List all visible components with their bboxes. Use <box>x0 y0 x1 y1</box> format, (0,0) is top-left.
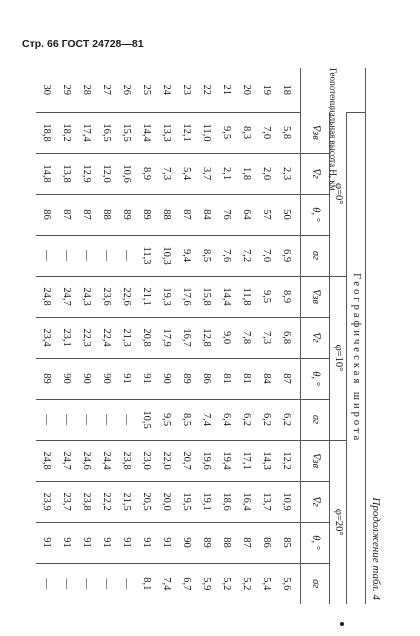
value-cell: 23,8 <box>76 481 96 522</box>
value-cell: — <box>116 235 136 276</box>
value-cell: 16,4 <box>236 481 256 522</box>
value-cell: 57 <box>256 194 276 235</box>
value-cell: 18,8 <box>36 112 56 153</box>
rotated-table-page <box>18 68 386 604</box>
value-cell: 21,5 <box>116 481 136 522</box>
value-cell: 7,4 <box>156 563 176 604</box>
table-row <box>156 68 176 604</box>
value-cell: 22,4 <box>96 317 116 358</box>
sub-col-header: V̅зв <box>301 112 330 153</box>
height-cell: 23 <box>181 84 192 95</box>
value-cell: 23,7 <box>56 481 76 522</box>
table-row <box>276 68 301 604</box>
value-cell: 6,9 <box>276 235 301 276</box>
value-cell: 91 <box>136 522 156 563</box>
value-cell: 17,4 <box>76 112 96 153</box>
height-cell: 20 <box>241 84 252 95</box>
value-cell: — <box>116 563 136 604</box>
value-cell: 14,4 <box>216 276 236 317</box>
value-cell: 6,2 <box>236 399 256 440</box>
page-header: Стр. 66 ГОСТ 24728—81 <box>22 38 144 50</box>
value-cell: — <box>76 235 96 276</box>
value-cell: 22,2 <box>96 481 116 522</box>
value-cell: 9,0 <box>216 317 236 358</box>
value-cell: 10,3 <box>156 235 176 276</box>
value-cell: 20,0 <box>156 481 176 522</box>
value-cell: 7,3 <box>156 153 176 194</box>
value-cell: — <box>56 399 76 440</box>
value-cell: 7,0 <box>256 235 276 276</box>
value-cell: 88 <box>96 194 116 235</box>
value-cell: 87 <box>276 358 301 399</box>
value-cell: 12,0 <box>96 153 116 194</box>
value-cell: 91 <box>156 522 176 563</box>
value-cell: 88 <box>216 522 236 563</box>
table-row <box>256 68 276 604</box>
value-cell: 86 <box>196 358 216 399</box>
lat-group-header: φ=0° <box>330 112 347 276</box>
value-cell: 81 <box>216 358 236 399</box>
value-cell: 91 <box>116 522 136 563</box>
value-cell: 19,6 <box>196 440 216 481</box>
value-cell: 50 <box>276 194 301 235</box>
sub-col-header: σг <box>301 563 330 604</box>
value-cell: 91 <box>36 522 56 563</box>
value-cell: 90 <box>76 358 96 399</box>
value-cell: 18,6 <box>216 481 236 522</box>
value-cell: — <box>96 563 116 604</box>
value-cell: 7,6 <box>216 235 236 276</box>
value-cell: 5,8 <box>276 112 301 153</box>
value-cell: 12,2 <box>276 440 301 481</box>
value-cell: 86 <box>256 522 276 563</box>
value-cell: — <box>116 399 136 440</box>
height-cell: 19 <box>261 84 272 95</box>
value-cell: 5,4 <box>256 563 276 604</box>
value-cell: 20,8 <box>136 317 156 358</box>
table-row <box>36 68 56 604</box>
value-cell: 7,8 <box>236 317 256 358</box>
value-cell: 14,3 <box>256 440 276 481</box>
value-cell: 10,9 <box>276 481 301 522</box>
table-row <box>196 68 216 604</box>
value-cell: 6,4 <box>216 399 236 440</box>
value-cell: — <box>96 399 116 440</box>
value-cell: 90 <box>56 358 76 399</box>
value-cell: — <box>56 563 76 604</box>
table-row <box>236 68 256 604</box>
value-cell: 11,0 <box>196 112 216 153</box>
value-cell: 18,2 <box>56 112 76 153</box>
table-row <box>56 68 76 604</box>
value-cell: — <box>96 235 116 276</box>
value-cell: 24,8 <box>36 440 56 481</box>
value-cell: 24,7 <box>56 276 76 317</box>
value-cell: 23,9 <box>36 481 56 522</box>
value-cell: 5,9 <box>196 563 216 604</box>
height-cell: 22 <box>201 84 212 95</box>
value-cell: 89 <box>116 194 136 235</box>
value-cell: 5,2 <box>236 563 256 604</box>
value-cell: 91 <box>116 358 136 399</box>
value-cell: 84 <box>256 358 276 399</box>
value-cell: 8,1 <box>136 563 156 604</box>
table-row <box>136 68 156 604</box>
value-cell: 2,3 <box>276 153 301 194</box>
value-cell: 23,6 <box>96 276 116 317</box>
height-cell: 24 <box>161 84 172 95</box>
value-cell: 20,7 <box>176 440 196 481</box>
value-cell: 86 <box>36 194 56 235</box>
value-cell: 2,0 <box>256 153 276 194</box>
value-cell: 23,8 <box>116 440 136 481</box>
value-cell: 7,3 <box>256 317 276 358</box>
value-cell: 10,5 <box>136 399 156 440</box>
value-cell: 5,2 <box>216 563 236 604</box>
value-cell: 8,5 <box>176 399 196 440</box>
height-cell: 26 <box>121 84 132 95</box>
value-cell: 9,5 <box>256 276 276 317</box>
value-cell: 7,2 <box>236 235 256 276</box>
sub-col-header: θ, ° <box>301 358 330 399</box>
value-cell: 19,5 <box>176 481 196 522</box>
value-cell: 21,1 <box>136 276 156 317</box>
value-cell: 85 <box>276 522 301 563</box>
value-cell: 20,5 <box>136 481 156 522</box>
value-cell: 11,8 <box>236 276 256 317</box>
height-cell: 18 <box>281 84 292 95</box>
value-cell: 14,8 <box>36 153 56 194</box>
value-cell: 5,6 <box>276 563 301 604</box>
page-mark <box>340 622 344 626</box>
value-cell: 7,4 <box>196 399 216 440</box>
value-cell: 15,8 <box>196 276 216 317</box>
height-cell: 28 <box>81 84 92 95</box>
table-row <box>116 68 136 604</box>
value-cell: 6,2 <box>256 399 276 440</box>
value-cell: 24,3 <box>76 276 96 317</box>
value-cell: 22,6 <box>116 276 136 317</box>
height-cell: 25 <box>141 84 152 95</box>
value-cell: 22,0 <box>156 440 176 481</box>
value-cell: 21,3 <box>116 317 136 358</box>
sub-col-header: V̅зв <box>301 276 330 317</box>
value-cell: 24,7 <box>56 440 76 481</box>
sub-col-header: V̅зв <box>301 440 330 481</box>
value-cell: 87 <box>176 194 196 235</box>
value-cell: 87 <box>236 522 256 563</box>
data-table <box>36 68 366 604</box>
value-cell: 11,3 <box>136 235 156 276</box>
value-cell: 17,6 <box>176 276 196 317</box>
value-cell: 12,8 <box>196 317 216 358</box>
value-cell: — <box>76 399 96 440</box>
value-cell: 76 <box>216 194 236 235</box>
value-cell: 90 <box>176 522 196 563</box>
height-col-header: Геопотенциальная высота H, км <box>301 68 366 112</box>
value-cell: 9,5 <box>216 112 236 153</box>
value-cell: 16,5 <box>96 112 116 153</box>
value-cell: 91 <box>96 522 116 563</box>
value-cell: 89 <box>36 358 56 399</box>
sub-col-header: σг <box>301 399 330 440</box>
value-cell: 13,3 <box>156 112 176 153</box>
value-cell: 15,5 <box>116 112 136 153</box>
continuation-caption: Продолжение табл. 4 <box>370 497 382 600</box>
value-cell: 64 <box>236 194 256 235</box>
sub-col-header: V̅г <box>301 317 330 358</box>
value-cell: 6,7 <box>176 563 196 604</box>
value-cell: 13,8 <box>56 153 76 194</box>
value-cell: 23,1 <box>56 317 76 358</box>
value-cell: 87 <box>56 194 76 235</box>
value-cell: 23,0 <box>136 440 156 481</box>
sub-col-header: θ, ° <box>301 194 330 235</box>
value-cell: 6,8 <box>276 317 301 358</box>
value-cell: 14,4 <box>136 112 156 153</box>
value-cell: 89 <box>176 358 196 399</box>
sub-col-header: σг <box>301 235 330 276</box>
value-cell: 91 <box>76 522 96 563</box>
height-cell: 27 <box>101 84 112 95</box>
table-row <box>176 68 196 604</box>
value-cell: 17,9 <box>156 317 176 358</box>
value-cell: 19,3 <box>156 276 176 317</box>
value-cell: 88 <box>156 194 176 235</box>
sub-col-header: V̅г <box>301 481 330 522</box>
value-cell: 7,0 <box>256 112 276 153</box>
value-cell: 91 <box>56 522 76 563</box>
table-row <box>216 68 236 604</box>
value-cell: 13,7 <box>256 481 276 522</box>
value-cell: 81 <box>236 358 256 399</box>
value-cell: 8,9 <box>136 153 156 194</box>
value-cell: 84 <box>196 194 216 235</box>
value-cell: 24,6 <box>76 440 96 481</box>
value-cell: 8,9 <box>276 276 301 317</box>
value-cell: 89 <box>196 522 216 563</box>
value-cell: 22,3 <box>76 317 96 358</box>
value-cell: 8,3 <box>236 112 256 153</box>
height-cell: 21 <box>221 84 232 95</box>
value-cell: 9,5 <box>156 399 176 440</box>
value-cell: 16,7 <box>176 317 196 358</box>
value-cell: 90 <box>96 358 116 399</box>
value-cell: 23,4 <box>36 317 56 358</box>
table-row <box>96 68 116 604</box>
value-cell: 91 <box>136 358 156 399</box>
sub-col-header: θ, ° <box>301 522 330 563</box>
value-cell: — <box>36 399 56 440</box>
value-cell: 1,8 <box>236 153 256 194</box>
value-cell: — <box>76 563 96 604</box>
value-cell: 5,4 <box>176 153 196 194</box>
value-cell: 89 <box>136 194 156 235</box>
value-cell: 8,5 <box>196 235 216 276</box>
value-cell: — <box>36 235 56 276</box>
height-cell: 30 <box>41 84 52 95</box>
lat-group-header: φ=20° <box>330 440 347 604</box>
value-cell: 24,4 <box>96 440 116 481</box>
sub-col-header: V̅г <box>301 153 330 194</box>
group-title: Географическая широта <box>347 112 366 604</box>
value-cell: 12,1 <box>176 112 196 153</box>
value-cell: — <box>56 235 76 276</box>
lat-group-header: φ=10° <box>330 276 347 440</box>
value-cell: 9,4 <box>176 235 196 276</box>
value-cell: 87 <box>76 194 96 235</box>
value-cell: 19,1 <box>196 481 216 522</box>
value-cell: 6,2 <box>276 399 301 440</box>
value-cell: 2,1 <box>216 153 236 194</box>
value-cell: 17,1 <box>236 440 256 481</box>
value-cell: 24,8 <box>36 276 56 317</box>
height-cell: 29 <box>61 84 72 95</box>
value-cell: 3,7 <box>196 153 216 194</box>
value-cell: 10,6 <box>116 153 136 194</box>
value-cell: 12,9 <box>76 153 96 194</box>
value-cell: 19,4 <box>216 440 236 481</box>
table-row <box>76 68 96 604</box>
value-cell: 90 <box>156 358 176 399</box>
value-cell: — <box>36 563 56 604</box>
